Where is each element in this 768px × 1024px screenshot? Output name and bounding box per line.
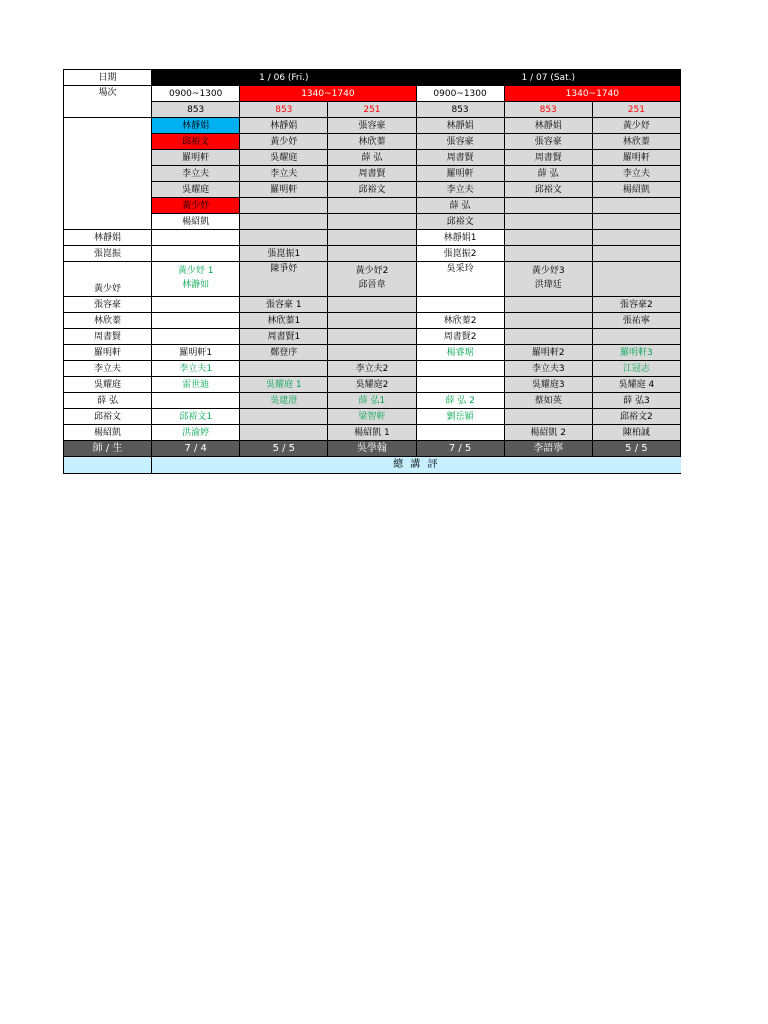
staff-cell: 邱裕文 xyxy=(328,182,416,198)
room-row xyxy=(64,102,681,118)
cell-line: 黃少妤 1 xyxy=(177,266,214,276)
schedule-cell xyxy=(328,262,416,297)
schedule-cell xyxy=(504,409,592,425)
person-name: 周書賢 xyxy=(64,329,152,345)
staff-cell: 張容豪 xyxy=(504,134,592,150)
schedule-cell: 周書賢1 xyxy=(240,329,328,345)
person-row xyxy=(64,313,681,329)
schedule-cell: 陳柏誠 xyxy=(592,425,680,441)
staff-row xyxy=(64,118,681,134)
staff-row xyxy=(64,214,681,230)
staff-cell: 吳耀庭 xyxy=(152,182,240,198)
staff-cell: 薛 弘 xyxy=(416,198,504,214)
staff-cell xyxy=(240,198,328,214)
staff-cell: 周書賢 xyxy=(504,150,592,166)
schedule-cell xyxy=(504,329,592,345)
staff-cell: 邱裕文 xyxy=(152,134,240,150)
schedule-cell xyxy=(416,297,504,313)
person-row xyxy=(64,425,681,441)
date-row xyxy=(64,70,681,86)
schedule-cell: 邱裕文1 xyxy=(152,409,240,425)
staff-row xyxy=(64,150,681,166)
session-row xyxy=(64,86,681,102)
schedule-cell: 羅明軒1 xyxy=(152,345,240,361)
ratio-cell: 5 / 5 xyxy=(592,441,680,457)
schedule-cell: 周書賢2 xyxy=(416,329,504,345)
schedule-cell: 張崑振2 xyxy=(416,246,504,262)
schedule-cell: 吳耀庭 1 xyxy=(240,377,328,393)
ratio-cell: 7 / 5 xyxy=(416,441,504,457)
summary-text: 總 講 評 xyxy=(152,457,681,474)
schedule-cell: 楊紹凱 2 xyxy=(504,425,592,441)
schedule-cell: 張祐寧 xyxy=(592,313,680,329)
staff-cell xyxy=(592,198,680,214)
person-name: 黃少妤 xyxy=(64,262,152,297)
staff-cell: 張容豪 xyxy=(328,118,416,134)
schedule-cell xyxy=(328,297,416,313)
schedule-sheet xyxy=(63,69,681,474)
schedule-cell: 李立夫2 xyxy=(328,361,416,377)
day2-date: 1 / 07 (Sat.) xyxy=(416,70,680,86)
person-name: 邱裕文 xyxy=(64,409,152,425)
person-name: 張崑振 xyxy=(64,246,152,262)
room-cell: 853 xyxy=(240,102,328,118)
person-row xyxy=(64,361,681,377)
staff-cell: 李立夫 xyxy=(416,182,504,198)
schedule-cell xyxy=(504,262,592,297)
day1-date: 1 / 06 (Fri.) xyxy=(152,70,416,86)
schedule-cell: 蔡如英 xyxy=(504,393,592,409)
staff-row xyxy=(64,134,681,150)
schedule-cell xyxy=(592,230,680,246)
schedule-cell: 劉岳穎 xyxy=(416,409,504,425)
schedule-cell: 薛 弘 2 xyxy=(416,393,504,409)
schedule-cell xyxy=(328,313,416,329)
staff-row xyxy=(64,198,681,214)
staff-cell: 林靜娟 xyxy=(416,118,504,134)
person-name: 張容豪 xyxy=(64,297,152,313)
room-cell: 251 xyxy=(328,102,416,118)
cell-line: 黃少妤2 xyxy=(355,266,389,276)
day1-pm-time: 1340~1740 xyxy=(240,86,416,102)
person-row xyxy=(64,329,681,345)
staff-cell xyxy=(504,214,592,230)
ratio-cell: 7 / 4 xyxy=(152,441,240,457)
schedule-cell: 林欣蓁1 xyxy=(240,313,328,329)
staff-cell: 羅明軒 xyxy=(240,182,328,198)
schedule-cell: 張容豪2 xyxy=(592,297,680,313)
staff-cell: 黃少妤 xyxy=(240,134,328,150)
staff-cell xyxy=(240,214,328,230)
schedule-cell: 林靜娟1 xyxy=(416,230,504,246)
staff-cell: 周書賢 xyxy=(328,166,416,182)
ratio-cell: 吳學翰 xyxy=(328,441,416,457)
room-cell: 853 xyxy=(504,102,592,118)
schedule-cell xyxy=(416,425,504,441)
cell-line: 黃少妤3 xyxy=(531,266,565,276)
schedule-cell xyxy=(240,425,328,441)
schedule-cell xyxy=(592,329,680,345)
schedule-cell xyxy=(152,246,240,262)
schedule-cell: 羅明軒2 xyxy=(504,345,592,361)
ratio-row xyxy=(64,441,681,457)
schedule-cell: 洪渝婷 xyxy=(152,425,240,441)
schedule-cell xyxy=(240,230,328,246)
person-row xyxy=(64,262,681,297)
schedule-cell xyxy=(416,361,504,377)
person-name: 林欣蓁 xyxy=(64,313,152,329)
room-cell: 251 xyxy=(592,102,680,118)
cell-line: 洪瑋廷 xyxy=(534,280,562,290)
staff-cell: 林欣蓁 xyxy=(592,134,680,150)
person-name: 楊紹凱 xyxy=(64,425,152,441)
schedule-cell xyxy=(328,246,416,262)
staff-cell xyxy=(504,198,592,214)
schedule-table xyxy=(63,69,681,474)
person-name: 羅明軒 xyxy=(64,345,152,361)
person-name: 林靜娟 xyxy=(64,230,152,246)
schedule-cell xyxy=(152,297,240,313)
schedule-cell: 張崑振1 xyxy=(240,246,328,262)
schedule-cell xyxy=(328,329,416,345)
cell-line: 邱晉韋 xyxy=(358,280,386,290)
schedule-cell: 吳耀庭 4 xyxy=(592,377,680,393)
session-label: 場次 xyxy=(64,86,152,118)
day2-pm-time: 1340~1740 xyxy=(504,86,680,102)
schedule-cell xyxy=(504,313,592,329)
staff-cell xyxy=(328,214,416,230)
ratio-cell: 李語寧 xyxy=(504,441,592,457)
person-name: 李立夫 xyxy=(64,361,152,377)
person-row xyxy=(64,297,681,313)
schedule-cell: 江冠志 xyxy=(592,361,680,377)
schedule-cell xyxy=(240,361,328,377)
staff-cell: 黃少妤 xyxy=(592,118,680,134)
schedule-cell xyxy=(328,230,416,246)
staff-cell xyxy=(592,214,680,230)
schedule-cell: 吳耀庭2 xyxy=(328,377,416,393)
schedule-cell xyxy=(152,329,240,345)
staff-row xyxy=(64,182,681,198)
staff-cell xyxy=(328,198,416,214)
staff-cell: 林靜娟 xyxy=(240,118,328,134)
schedule-cell: 邱裕文2 xyxy=(592,409,680,425)
person-row xyxy=(64,377,681,393)
schedule-cell: 楊睿琚 xyxy=(416,345,504,361)
room-cell: 853 xyxy=(152,102,240,118)
schedule-cell: 薛 弘1 xyxy=(328,393,416,409)
schedule-cell xyxy=(152,393,240,409)
schedule-cell: 鄭登序 xyxy=(240,345,328,361)
schedule-cell xyxy=(592,262,680,297)
staff-cell: 周書賢 xyxy=(416,150,504,166)
staff-cell: 吳耀庭 xyxy=(240,150,328,166)
day1-am-time: 0900~1300 xyxy=(152,86,240,102)
date-label: 日期 xyxy=(64,70,152,86)
schedule-cell xyxy=(416,377,504,393)
schedule-cell: 李立夫1 xyxy=(152,361,240,377)
schedule-cell: 吳建澄 xyxy=(240,393,328,409)
person-row xyxy=(64,393,681,409)
staff-cell: 林靜娟 xyxy=(152,118,240,134)
schedule-cell: 楊紹凱 1 xyxy=(328,425,416,441)
cell-line: 林瀞如 xyxy=(182,280,210,290)
ratio-cell: 5 / 5 xyxy=(240,441,328,457)
staff-row xyxy=(64,166,681,182)
ratio-label: 師 / 生 xyxy=(64,441,152,457)
schedule-cell: 雷世迪 xyxy=(152,377,240,393)
schedule-cell: 吳耀庭3 xyxy=(504,377,592,393)
schedule-cell xyxy=(592,246,680,262)
room-cell: 853 xyxy=(416,102,504,118)
summary-row xyxy=(64,457,681,474)
schedule-cell xyxy=(504,230,592,246)
schedule-cell xyxy=(504,297,592,313)
schedule-cell: 李立夫3 xyxy=(504,361,592,377)
staff-cell: 李立夫 xyxy=(152,166,240,182)
schedule-cell xyxy=(504,246,592,262)
staff-cell: 楊紹凱 xyxy=(592,182,680,198)
person-row xyxy=(64,246,681,262)
person-row xyxy=(64,230,681,246)
staff-cell: 羅明軒 xyxy=(152,150,240,166)
staff-cell: 邱裕文 xyxy=(504,182,592,198)
schedule-cell xyxy=(152,230,240,246)
staff-cell: 林靜娟 xyxy=(504,118,592,134)
staff-cell: 邱裕文 xyxy=(416,214,504,230)
schedule-cell: 張容豪 1 xyxy=(240,297,328,313)
schedule-cell: 吳采玲 xyxy=(416,262,504,297)
staff-cell: 薛 弘 xyxy=(504,166,592,182)
staff-cell: 楊紹凱 xyxy=(152,214,240,230)
schedule-cell xyxy=(328,345,416,361)
schedule-cell xyxy=(152,262,240,297)
schedule-cell xyxy=(240,409,328,425)
day2-am-time: 0900~1300 xyxy=(416,86,504,102)
person-row xyxy=(64,345,681,361)
schedule-cell: 陳爭妤 xyxy=(240,262,328,297)
person-name: 薛 弘 xyxy=(64,393,152,409)
schedule-cell: 林欣蓁2 xyxy=(416,313,504,329)
schedule-cell: 薛 弘3 xyxy=(592,393,680,409)
staff-cell: 張容豪 xyxy=(416,134,504,150)
staff-label-blank xyxy=(64,118,152,230)
person-name: 吳耀庭 xyxy=(64,377,152,393)
staff-cell: 李立夫 xyxy=(240,166,328,182)
staff-cell: 薛 弘 xyxy=(328,150,416,166)
staff-cell: 林欣蓁 xyxy=(328,134,416,150)
person-row xyxy=(64,409,681,425)
staff-cell: 黃少妤 xyxy=(152,198,240,214)
staff-cell: 羅明軒 xyxy=(416,166,504,182)
schedule-cell xyxy=(152,313,240,329)
schedule-cell: 羅明軒3 xyxy=(592,345,680,361)
staff-cell: 李立夫 xyxy=(592,166,680,182)
summary-label-blank xyxy=(64,457,152,474)
staff-cell: 羅明軒 xyxy=(592,150,680,166)
schedule-cell: 梁智軒 xyxy=(328,409,416,425)
